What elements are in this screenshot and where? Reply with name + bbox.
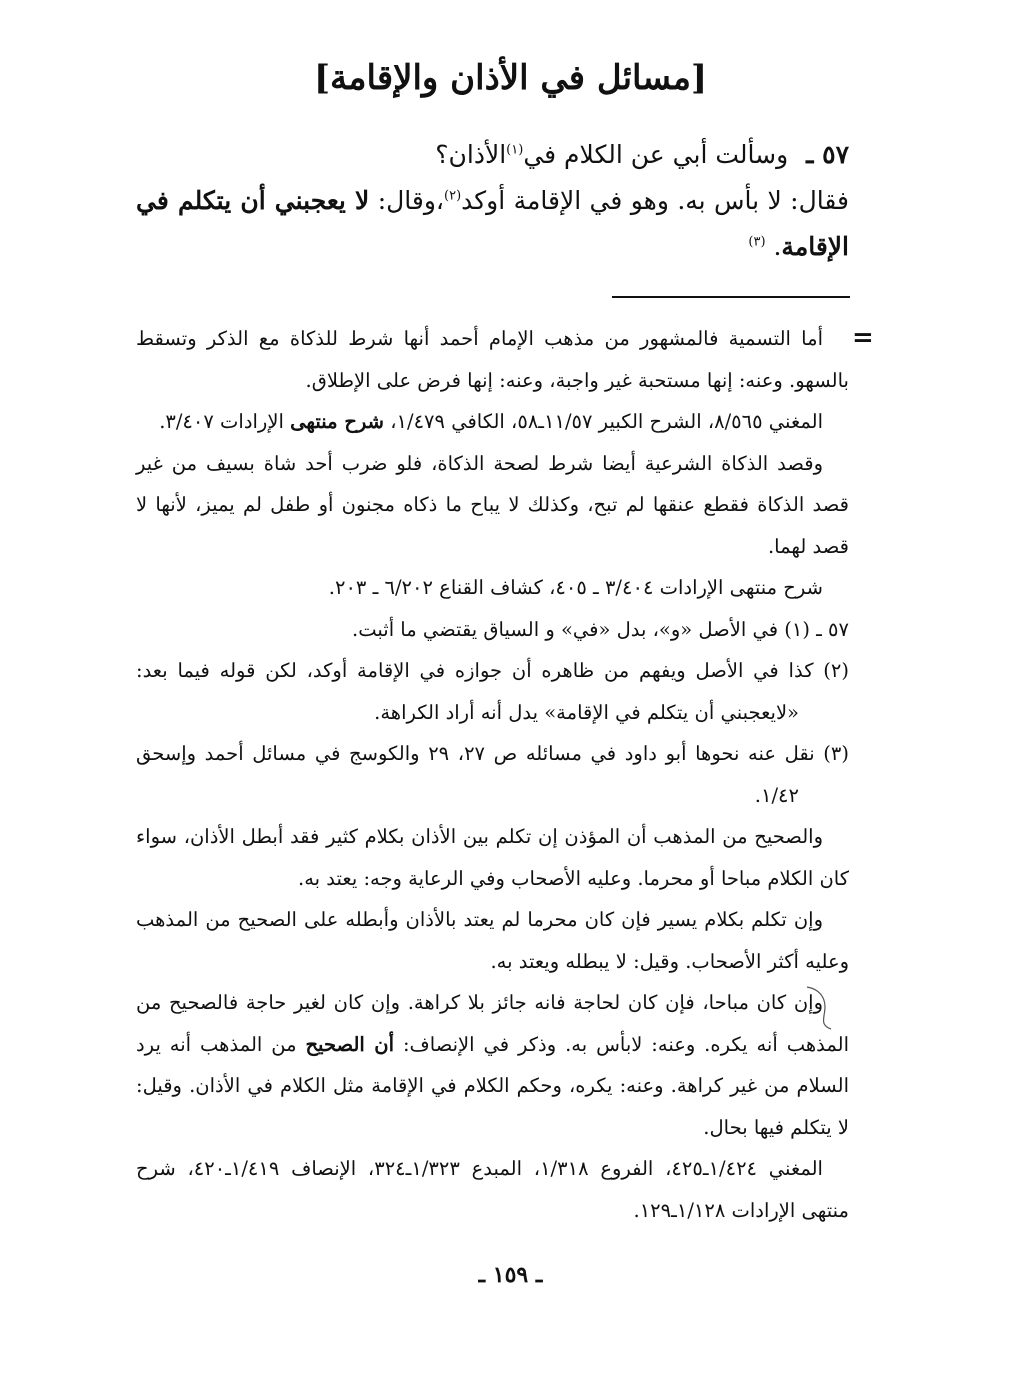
page-number: ـ ١٥٩ ـ [478, 1262, 543, 1288]
footnote-ref-1[interactable]: (١) [506, 142, 524, 158]
note-paragraph-sahih: والصحيح من المذهب أن المؤذن إن تكلم بين الأذان بكلام كثير فقد أبطل الأذان، سواء كان الكلام مباحا أو محرما. وعليه الأصحاب وفي الرعاية وجه: يعتد به. [136, 825, 849, 890]
question-text-2: الأذان؟ [435, 140, 507, 169]
main-text [136, 132, 849, 270]
note-references-1 [136, 401, 849, 443]
note-paragraph-qasd: وقصد الذكاة الشرعية أيضا شرط لصحة الذكاة، فلو ضرب أحد شاة بسيف من غير قصد الذكاة فقطع عنقها لم تبح، وكذلك لا يباح ما ذكاه مجنون أو طفل لم يميز، لأنها لا قصد لهما. [136, 451, 849, 558]
footnote-3: (٣) نقل عنه نحوها أبو داود في مسائله ص ٢٧، ٢٩ والكوسج في مسائل أحمد وإسحق ١/٤٢. [136, 742, 849, 807]
mubah-text: وإن كان مباحا، فإن كان لحاجة فانه جائز بلا كراهة. وإن كان لغير حاجة فالصحيح من المذهب أنه يكره. وعنه: لابأس به. وذكر في الإنصاف: [136, 991, 850, 1056]
note-paragraph-mubah [136, 982, 849, 1148]
references-text: المغني ٨/٥٦٥، الشرح الكبير ١١/٥٧ـ٥٨، الكافي ١/٤٧٩، [384, 410, 823, 433]
answer-text-end: . [773, 232, 782, 261]
chapter-title: [مسائل في الأذان والإقامة] [313, 58, 708, 98]
mubah-bold: أن الصحيح [305, 1032, 395, 1056]
references-bold: شرح منتهى [290, 410, 385, 433]
question-text-1: وسألت أبي عن الكلام في [523, 140, 789, 169]
footnote-ref-3[interactable]: (٣) [748, 234, 766, 250]
footnote-ref-2[interactable]: (٢) [444, 188, 462, 204]
note-references-2: شرح منتهى الإرادات ٣/٤٠٤ ـ ٤٠٥، كشاف القناع ٦/٢٠٢ ـ ٢٠٣. [328, 576, 823, 599]
note-paragraph-yasir: وإن تكلم بكلام يسير فإن كان محرما لم يعتد بالأذان وأبطله على الصحيح من المذهب وعليه أكثر الأصحاب. وقيل: لا يبطله ويعتد به. [136, 908, 849, 973]
question-number: ٥٧ ـ [806, 140, 849, 169]
answer-text-2: ،وقال: [369, 186, 444, 215]
answer-text-bold: لا يعجبني أن يتكلم في الإقامة [136, 186, 849, 261]
footnote-2: (٢) كذا في الأصل ويفهم من ظاهره أن جوازه في الإقامة أوكد، لكن قوله فيما بعد: «لايعجبني أن يتكلم في الإقامة» يدل أنه أراد الكراهة. [136, 659, 849, 724]
references-end: الإرادات ٣/٤٠٧. [159, 410, 291, 433]
continuation-mark: = [852, 323, 874, 353]
footnote-1: ٥٧ ـ (١) في الأصل «و»، بدل «في» و السياق يقتضي ما أثبت. [352, 617, 849, 641]
answer-text-1: فقال: لا بأس به. وهو في الإقامة أوكد [461, 186, 849, 215]
note-references-3: المغني ١/٤٢٤ـ٤٢٥، الفروع ١/٣١٨، المبدع ١/٣٢٣ـ٣٢٤، الإنصاف ١/٤١٩ـ٤٢٠، شرح منتهى الإرادات ١/١٢٨ـ١٢٩. [136, 1157, 849, 1222]
note-paragraph-tasmiya: أما التسمية فالمشهور من مذهب الإمام أحمد أنها شرط للذكاة مع الذكر وتسقط بالسهو. وعنه: إنها مستحبة غير واجبة، وعنه: إنها فرض على الإطلاق. [136, 327, 849, 392]
footnotes-block [136, 318, 849, 1231]
footnote-separator [612, 296, 850, 298]
margin-bracket-mark [805, 985, 833, 1031]
mubah-end: من المذهب أنه يرد السلام من غير كراهة. وعنه: يكره، وحكم الكلام في الإقامة مثل الكلام في الأذان. وقيل: لا يتكلم فيها بحال. [136, 1032, 849, 1139]
